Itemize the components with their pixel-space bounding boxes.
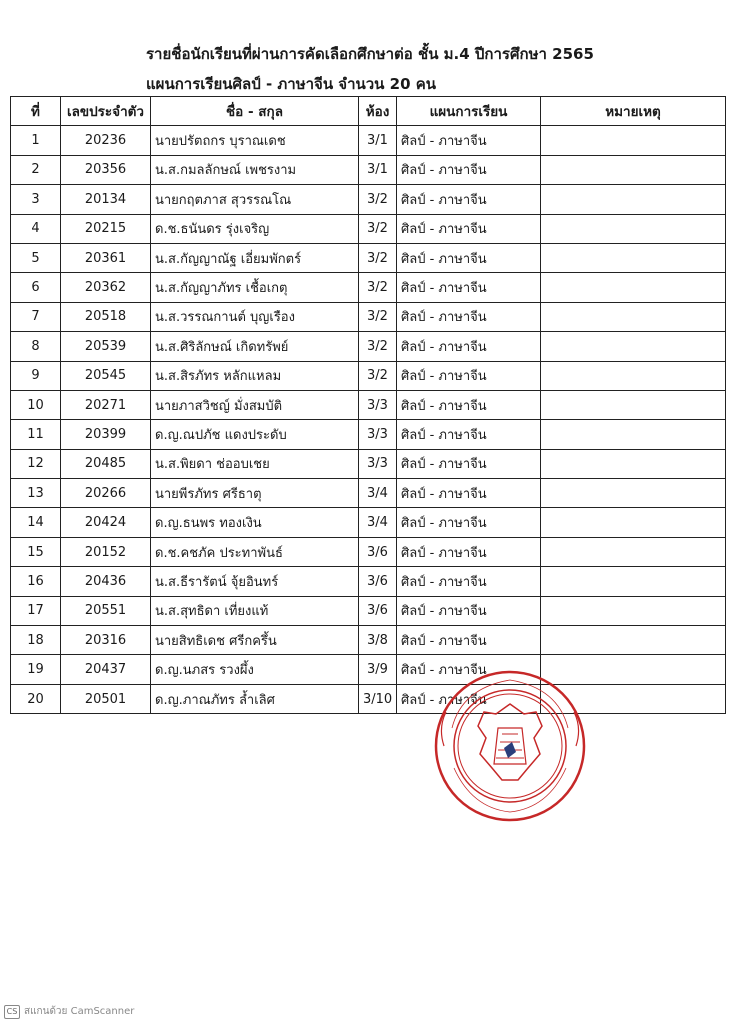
table-row bbox=[11, 449, 726, 478]
table-row bbox=[11, 596, 726, 625]
table-row bbox=[11, 626, 726, 655]
column-header-plan: แผนการเรียน bbox=[397, 97, 541, 126]
table-row bbox=[11, 185, 726, 214]
cell-note bbox=[541, 537, 726, 566]
cell-id: 20539 bbox=[61, 332, 151, 361]
table-row bbox=[11, 273, 726, 302]
cell-id: 20215 bbox=[61, 214, 151, 243]
cell-id: 20436 bbox=[61, 567, 151, 596]
cell-plan: ศิลป์ - ภาษาจีน bbox=[397, 420, 541, 449]
cell-name: น.ส.สิรภัทร หลักแหลม bbox=[151, 361, 359, 390]
cell-plan: ศิลป์ - ภาษาจีน bbox=[397, 243, 541, 272]
cell-plan: ศิลป์ - ภาษาจีน bbox=[397, 126, 541, 155]
cell-name: น.ส.สุทธิดา เที่ยงแท้ bbox=[151, 596, 359, 625]
table-row bbox=[11, 390, 726, 419]
cell-id: 20437 bbox=[61, 655, 151, 684]
table-row bbox=[11, 126, 726, 155]
camscanner-logo-icon: CS bbox=[4, 1005, 20, 1019]
cell-id: 20236 bbox=[61, 126, 151, 155]
cell-room: 3/6 bbox=[359, 596, 397, 625]
cell-plan: ศิลป์ - ภาษาจีน bbox=[397, 479, 541, 508]
cell-no: 2 bbox=[11, 155, 61, 184]
cell-note bbox=[541, 420, 726, 449]
cell-name: น.ส.กัญญาภัทร เชื้อเกตุ bbox=[151, 273, 359, 302]
cell-no: 20 bbox=[11, 684, 61, 713]
school-seal-stamp bbox=[432, 668, 588, 824]
cell-plan: ศิลป์ - ภาษาจีน bbox=[397, 214, 541, 243]
cell-no: 1 bbox=[11, 126, 61, 155]
cell-no: 16 bbox=[11, 567, 61, 596]
cell-id: 20485 bbox=[61, 449, 151, 478]
cell-plan: ศิลป์ - ภาษาจีน bbox=[397, 361, 541, 390]
cell-plan: ศิลป์ - ภาษาจีน bbox=[397, 655, 541, 684]
cell-note bbox=[541, 302, 726, 331]
cell-plan: ศิลป์ - ภาษาจีน bbox=[397, 332, 541, 361]
cell-note bbox=[541, 508, 726, 537]
cell-name: นายภาสวิชญ์ มั่งสมบัติ bbox=[151, 390, 359, 419]
cell-plan: ศิลป์ - ภาษาจีน bbox=[397, 626, 541, 655]
cell-note bbox=[541, 390, 726, 419]
cell-room: 3/3 bbox=[359, 390, 397, 419]
cell-note bbox=[541, 596, 726, 625]
cell-room: 3/1 bbox=[359, 155, 397, 184]
column-header-no: ที่ bbox=[11, 97, 61, 126]
cell-plan: ศิลป์ - ภาษาจีน bbox=[397, 302, 541, 331]
cell-id: 20518 bbox=[61, 302, 151, 331]
cell-no: 18 bbox=[11, 626, 61, 655]
cell-room: 3/2 bbox=[359, 214, 397, 243]
table-row bbox=[11, 537, 726, 566]
table-row bbox=[11, 332, 726, 361]
table-row bbox=[11, 361, 726, 390]
cell-no: 10 bbox=[11, 390, 61, 419]
cell-plan: ศิลป์ - ภาษาจีน bbox=[397, 390, 541, 419]
column-header-note: หมายเหตุ bbox=[541, 97, 726, 126]
cell-name: ด.ญ.นภสร รวงผึ้ง bbox=[151, 655, 359, 684]
table-row bbox=[11, 243, 726, 272]
cell-no: 19 bbox=[11, 655, 61, 684]
cell-name: น.ส.กัญญาณัฐ เอี่ยมพักตร์ bbox=[151, 243, 359, 272]
cell-id: 20501 bbox=[61, 684, 151, 713]
cell-name: น.ส.กมลลักษณ์ เพชรงาม bbox=[151, 155, 359, 184]
cell-no: 3 bbox=[11, 185, 61, 214]
page-subtitle: แผนการเรียนศิลป์ - ภาษาจีน จำนวน 20 คน bbox=[146, 75, 437, 93]
cell-room: 3/2 bbox=[359, 273, 397, 302]
table-row bbox=[11, 214, 726, 243]
cell-room: 3/10 bbox=[359, 684, 397, 713]
cell-room: 3/4 bbox=[359, 479, 397, 508]
cell-plan: ศิลป์ - ภาษาจีน bbox=[397, 684, 541, 713]
cell-plan: ศิลป์ - ภาษาจีน bbox=[397, 155, 541, 184]
cell-room: 3/2 bbox=[359, 332, 397, 361]
cell-plan: ศิลป์ - ภาษาจีน bbox=[397, 596, 541, 625]
table-row bbox=[11, 302, 726, 331]
cell-note bbox=[541, 361, 726, 390]
table-row bbox=[11, 155, 726, 184]
cell-id: 20356 bbox=[61, 155, 151, 184]
cell-no: 17 bbox=[11, 596, 61, 625]
cell-plan: ศิลป์ - ภาษาจีน bbox=[397, 449, 541, 478]
column-header-id: เลขประจำตัว bbox=[61, 97, 151, 126]
table-row bbox=[11, 479, 726, 508]
cell-note bbox=[541, 185, 726, 214]
cell-no: 14 bbox=[11, 508, 61, 537]
cell-name: นายพีรภัทร ศรีธาตุ bbox=[151, 479, 359, 508]
cell-id: 20271 bbox=[61, 390, 151, 419]
cell-no: 11 bbox=[11, 420, 61, 449]
cell-id: 20361 bbox=[61, 243, 151, 272]
cell-name: น.ส.ศิริลักษณ์ เกิดทรัพย์ bbox=[151, 332, 359, 361]
cell-note bbox=[541, 243, 726, 272]
cell-id: 20316 bbox=[61, 626, 151, 655]
cell-note bbox=[541, 155, 726, 184]
cell-no: 7 bbox=[11, 302, 61, 331]
table-row bbox=[11, 684, 726, 713]
cell-id: 20424 bbox=[61, 508, 151, 537]
cell-plan: ศิลป์ - ภาษาจีน bbox=[397, 185, 541, 214]
cell-id: 20152 bbox=[61, 537, 151, 566]
cell-plan: ศิลป์ - ภาษาจีน bbox=[397, 508, 541, 537]
cell-room: 3/3 bbox=[359, 449, 397, 478]
cell-name: ด.ญ.ธนพร ทองเงิน bbox=[151, 508, 359, 537]
cell-name: น.ส.วรรณกานต์ บุญเรือง bbox=[151, 302, 359, 331]
cell-id: 20266 bbox=[61, 479, 151, 508]
scanner-label: สแกนด้วย CamScanner bbox=[24, 1006, 135, 1017]
cell-note bbox=[541, 273, 726, 302]
cell-plan: ศิลป์ - ภาษาจีน bbox=[397, 537, 541, 566]
cell-name: น.ส.ธีรารัตน์ จุ้ยอินทร์ bbox=[151, 567, 359, 596]
cell-name: นายสิทธิเดช ศรีกครึ้น bbox=[151, 626, 359, 655]
cell-room: 3/6 bbox=[359, 567, 397, 596]
table-header-row bbox=[11, 97, 726, 126]
cell-name: นายปรัตถกร บุราณเดช bbox=[151, 126, 359, 155]
column-header-name: ชื่อ - สกุล bbox=[151, 97, 359, 126]
column-header-room: ห้อง bbox=[359, 97, 397, 126]
cell-no: 4 bbox=[11, 214, 61, 243]
student-roster-table bbox=[10, 96, 726, 714]
table-row bbox=[11, 655, 726, 684]
cell-no: 15 bbox=[11, 537, 61, 566]
cell-room: 3/9 bbox=[359, 655, 397, 684]
cell-id: 20399 bbox=[61, 420, 151, 449]
cell-room: 3/2 bbox=[359, 185, 397, 214]
cell-note bbox=[541, 332, 726, 361]
cell-room: 3/3 bbox=[359, 420, 397, 449]
cell-plan: ศิลป์ - ภาษาจีน bbox=[397, 567, 541, 596]
cell-no: 13 bbox=[11, 479, 61, 508]
cell-room: 3/1 bbox=[359, 126, 397, 155]
cell-name: ด.ช.ธนันดร รุ่งเจริญ bbox=[151, 214, 359, 243]
cell-id: 20362 bbox=[61, 273, 151, 302]
cell-name: นายกฤตภาส สุวรรณโณ bbox=[151, 185, 359, 214]
cell-note bbox=[541, 479, 726, 508]
cell-room: 3/2 bbox=[359, 302, 397, 331]
cell-name: ด.ช.คชภัค ประทาพันธ์ bbox=[151, 537, 359, 566]
cell-plan: ศิลป์ - ภาษาจีน bbox=[397, 273, 541, 302]
scanner-footer bbox=[4, 1004, 134, 1019]
table-row bbox=[11, 567, 726, 596]
cell-no: 6 bbox=[11, 273, 61, 302]
page-title: รายชื่อนักเรียนที่ผ่านการคัดเลือกศึกษาต่อ ชั้น ม.4 ปีการศึกษา 2565 bbox=[146, 45, 594, 63]
cell-note bbox=[541, 567, 726, 596]
cell-room: 3/6 bbox=[359, 537, 397, 566]
cell-id: 20545 bbox=[61, 361, 151, 390]
cell-room: 3/4 bbox=[359, 508, 397, 537]
cell-id: 20551 bbox=[61, 596, 151, 625]
cell-note bbox=[541, 626, 726, 655]
cell-no: 12 bbox=[11, 449, 61, 478]
cell-no: 8 bbox=[11, 332, 61, 361]
cell-name: น.ส.พิยดา ช่ออบเชย bbox=[151, 449, 359, 478]
table-body bbox=[11, 126, 726, 714]
cell-room: 3/2 bbox=[359, 243, 397, 272]
table-row bbox=[11, 420, 726, 449]
table-row bbox=[11, 508, 726, 537]
cell-note bbox=[541, 126, 726, 155]
cell-no: 5 bbox=[11, 243, 61, 272]
cell-room: 3/2 bbox=[359, 361, 397, 390]
cell-name: ด.ญ.ภาณภัทร ล้ำเลิศ bbox=[151, 684, 359, 713]
cell-id: 20134 bbox=[61, 185, 151, 214]
cell-note bbox=[541, 214, 726, 243]
cell-note bbox=[541, 449, 726, 478]
cell-room: 3/8 bbox=[359, 626, 397, 655]
cell-name: ด.ญ.ณปภัช แดงประดับ bbox=[151, 420, 359, 449]
cell-no: 9 bbox=[11, 361, 61, 390]
